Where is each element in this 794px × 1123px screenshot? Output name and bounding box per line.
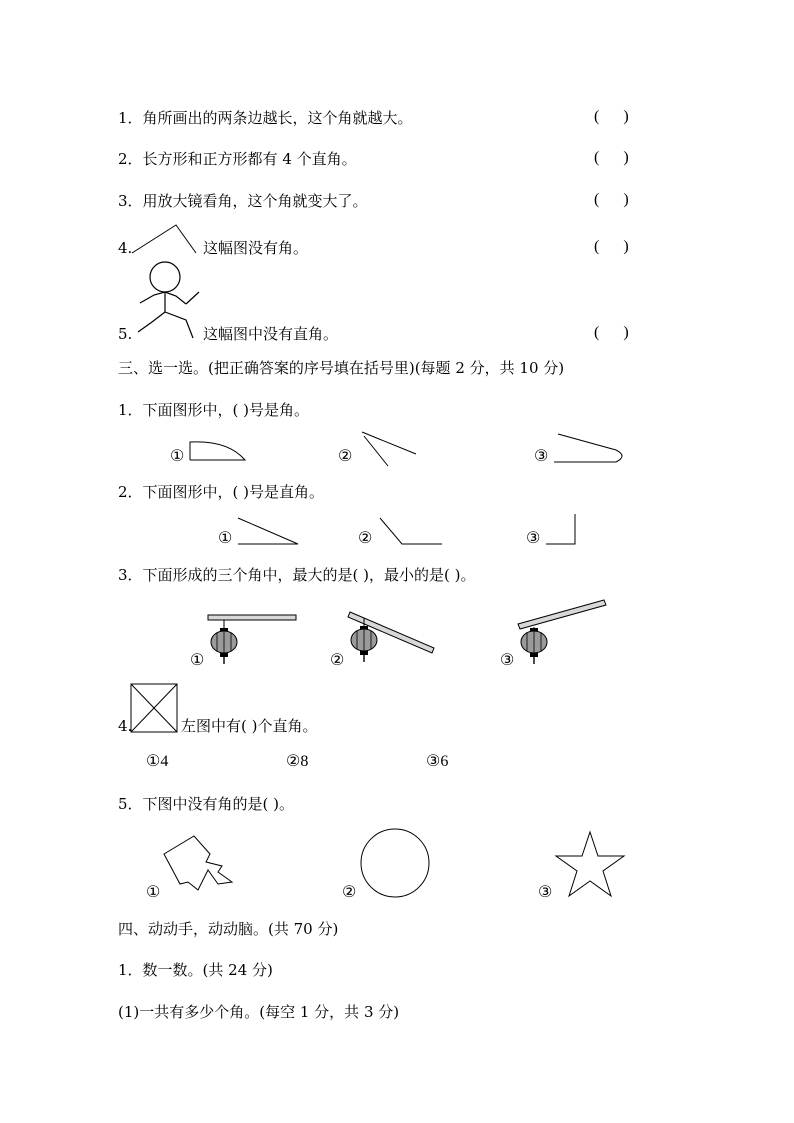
judge-item-3 [118,191,368,211]
square-with-diagonals-figure [130,683,178,733]
open-lines-figure [358,428,422,470]
judge-item-2 [118,149,357,169]
answer-blank[interactable]: ( ) [594,324,629,341]
question-3-2: 2．下面图形中，( )号是直角。 [118,483,325,501]
q4-option-3[interactable]: ③6 [426,753,449,770]
stick-figure [128,260,204,342]
answer-blank[interactable]: ( ) [594,238,629,255]
option-marker-3: ③ [500,650,515,669]
question-3-5: 5．下图中没有角的是( )。 [118,795,295,813]
obtuse-angle-figure [376,514,446,548]
irregular-polygon-figure [160,834,236,898]
question-4-1: 1．数一数。(共 24 分) [118,961,273,979]
question-3-4: 左图中有( )个直角。 [181,717,318,735]
open-triangle-figure [130,222,202,256]
item-text: 用放大镜看角，这个角就变大了。 [142,192,368,210]
item-number: 3． [118,192,143,210]
lantern-pole-flat-figure [204,608,300,672]
star-figure [552,830,628,900]
judge-item-5-text: 这幅图中没有直角。 [203,325,339,343]
lantern-pole-down-figure [344,606,440,672]
acute-angle-figure [236,514,302,548]
judge-item-5-number: 5. [118,325,133,343]
q4-option-1[interactable]: ①4 [146,753,169,770]
answer-blank[interactable]: ( ) [594,108,629,125]
option-marker-1: ① [218,528,233,547]
answer-blank[interactable]: ( ) [594,149,629,166]
circle-figure [358,826,432,900]
lantern-pole-up-figure [514,598,610,672]
section-4-title: 四、动动手，动动脑。(共 70 分) [118,920,339,938]
section-3-title: 三、选一选。(把正确答案的序号填在括号里)(每题 2 分，共 10 分) [118,359,565,377]
option-marker-2: ② [330,650,345,669]
option-marker-2: ② [358,528,373,547]
option-marker-2: ② [342,882,357,901]
q4-option-2[interactable]: ②8 [286,753,309,770]
item-text: 角所画出的两条边越长，这个角就越大。 [142,109,413,127]
question-3-4-number: 4. [118,717,133,735]
curved-angle-figure [188,436,250,464]
right-angle-figure [544,512,580,548]
question-3-3: 3．下面形成的三个角中，最大的是( )，最小的是( )。 [118,566,476,584]
question-4-1-1: (1)一共有多少个角。(每空 1 分，共 3 分) [118,1003,400,1021]
item-number: 2． [118,150,143,168]
option-marker-1: ① [190,650,205,669]
option-marker-1: ① [170,446,185,465]
answer-blank[interactable]: ( ) [594,191,629,208]
question-3-1: 1．下面图形中，( )号是角。 [118,401,310,419]
judge-item-1 [118,108,413,128]
option-marker-2: ② [338,446,353,465]
item-text: 长方形和正方形都有 4 个直角。 [142,150,357,168]
judge-item-4-text: 这幅图没有角。 [203,239,309,257]
option-marker-1: ① [146,882,161,901]
angle-with-curve-figure [552,432,628,466]
judge-item-4-number: 4. [118,239,133,257]
option-marker-3: ③ [534,446,549,465]
item-number: 1． [118,109,143,127]
option-marker-3: ③ [526,528,541,547]
option-marker-3: ③ [538,882,553,901]
